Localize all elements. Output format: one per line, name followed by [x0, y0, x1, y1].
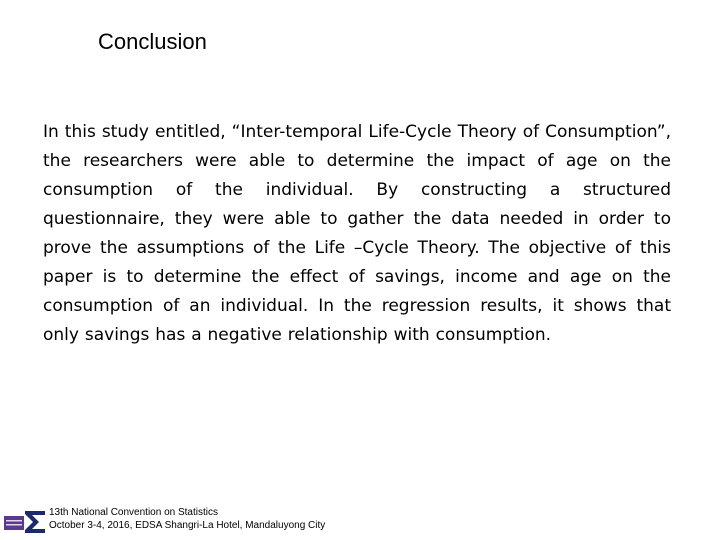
footer-text — [49, 506, 325, 532]
slide-title: Conclusion — [98, 29, 207, 54]
sigma-logo-icon — [4, 510, 46, 534]
footer-venue: October 3-4, 2016, EDSA Shangri-La Hotel, Mandaluyong City — [49, 520, 326, 531]
conclusion-paragraph: In this study entitled, “Inter-temporal Life-Cycle Theory of Consumption”, the researchers were able to determine the impact of age on the consumption of the individual. By constructing a structured questionnaire, they were able to gather the data needed in order to prove the assumptions of the Life –Cycle Theory. The objective of this paper is to determine the effect of savings, income and age on the consumption of an individual. In the regression results, it shows that only savings has a negative relationship with consumption. — [43, 122, 671, 345]
footer — [0, 502, 720, 540]
footer-convention: 13th National Convention on Statistics — [49, 507, 218, 518]
